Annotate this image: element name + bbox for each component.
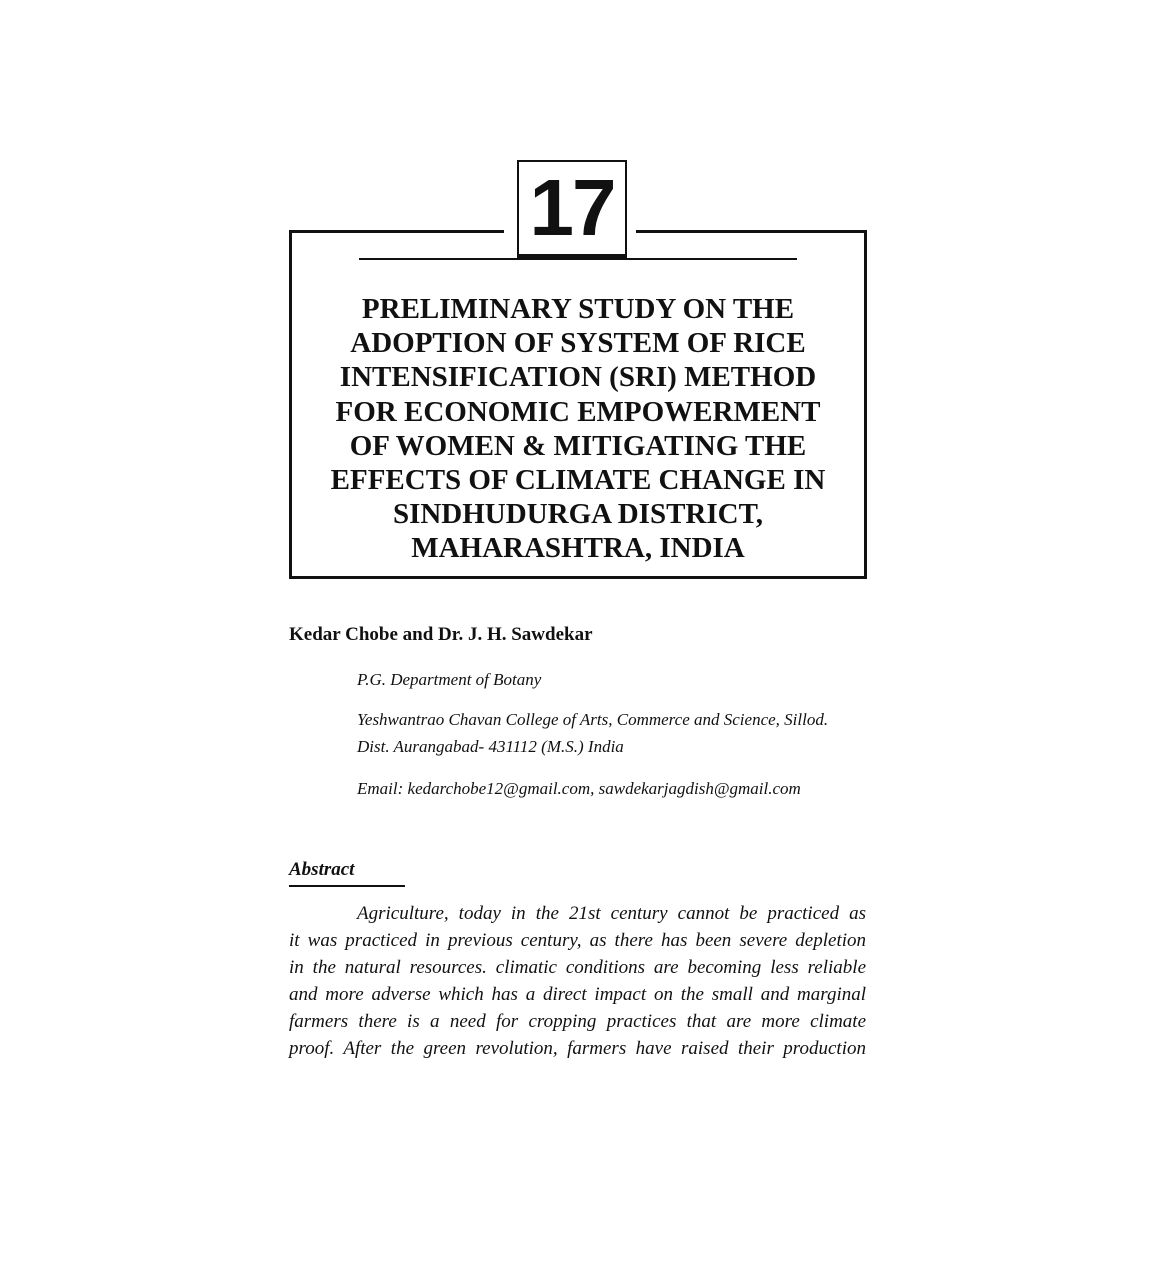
- chapter-number: 17: [529, 163, 615, 252]
- title-line: INTENSIFICATION (SRI) METHOD: [339, 361, 817, 394]
- department-text: P.G. Department of Botany: [357, 670, 542, 689]
- title-rule-left: [359, 258, 517, 260]
- abstract-body: [289, 900, 866, 1062]
- chapter-number-box: [517, 160, 627, 260]
- title-rule-right: [627, 258, 797, 260]
- affiliation-email: [357, 775, 801, 802]
- abstract-line: Agriculture, today in the 21st century cannot be practiced as: [357, 903, 866, 924]
- title-line: PRELIMINARY STUDY ON THE: [361, 293, 795, 325]
- title-line: EFFECTS OF CLIMATE CHANGE IN: [330, 464, 826, 497]
- abstract-line: and more adverse which has a direct impact on the small and marginal: [289, 984, 866, 1005]
- title-line: SINDHUDURGA DISTRICT,: [392, 498, 764, 531]
- paper-title: [292, 292, 864, 566]
- email-text: Email: kedarchobe12@gmail.com, sawdekarjagdish@gmail.com: [357, 779, 801, 798]
- title-line: OF WOMEN & MITIGATING THE: [349, 429, 807, 462]
- abstract-underline: [289, 885, 405, 887]
- college-line: Dist. Aurangabad- 431112 (M.S.) India: [357, 737, 624, 756]
- abstract-heading: Abstract: [289, 859, 355, 880]
- abstract-line: it was practiced in previous century, as there has been severe depletion: [289, 930, 866, 951]
- author-names: Kedar Chobe and Dr. J. H. Sawdekar: [289, 624, 593, 645]
- abstract-line: in the natural resources. climatic conditions are becoming less reliable: [289, 957, 866, 978]
- title-line: MAHARASHTRA, INDIA: [411, 532, 745, 565]
- affiliation-college: [357, 706, 828, 760]
- abstract-line: farmers there is a need for cropping practices that are more climate: [289, 1011, 866, 1032]
- title-line: ADOPTION OF SYSTEM OF RICE: [350, 327, 806, 360]
- title-line: FOR ECONOMIC EMPOWERMENT: [335, 395, 821, 428]
- abstract-line: proof. After the green revolution, farmers have raised their production: [289, 1038, 866, 1059]
- affiliation-department: [357, 666, 541, 693]
- college-line: Yeshwantrao Chavan College of Arts, Commerce and Science, Sillod.: [357, 710, 829, 729]
